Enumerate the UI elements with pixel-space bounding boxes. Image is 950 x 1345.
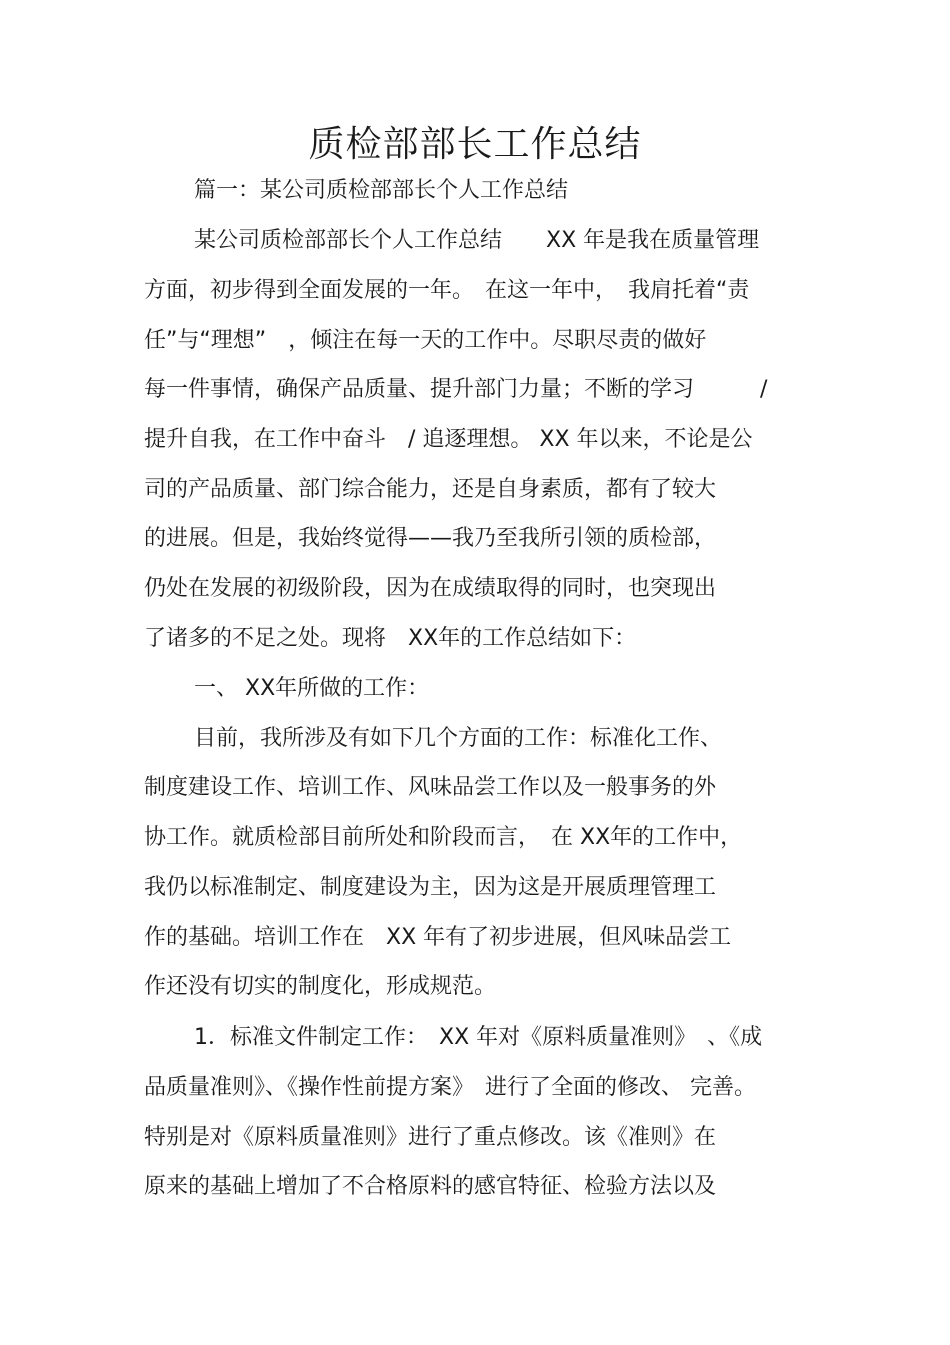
paragraph-line: 协工作。就质检部目前所处和阶段而言， 在 XX年的工作中， — [144, 825, 743, 850]
paragraph-line: 原来的基础上增加了不合格原料的感官特征、检验方法以及 — [144, 1174, 717, 1199]
paragraph-line: 方面，初步得到全面发展的一年。 在这一年中， 我肩托着“责 — [144, 278, 750, 303]
paragraph-line: 某公司质检部部长个人工作总结 XX 年是我在质量管理 — [194, 228, 760, 253]
paragraph-line: 仍处在发展的初级阶段，因为在成绩取得的同时，也突现出 — [144, 576, 717, 601]
section-heading-part-one: 篇一：某公司质检部部长个人工作总结 — [194, 178, 569, 203]
paragraph-line: 任”与“理想” ，倾注在每一天的工作中。尽职尽责的做好 — [144, 328, 707, 353]
paragraph-line: 了诸多的不足之处。现将 XX年的工作总结如下： — [144, 626, 637, 651]
paragraph-line: 目前，我所涉及有如下几个方面的工作：标准化工作、 — [194, 726, 723, 751]
paragraph-line: 作还没有切实的制度化，形成规范。 — [144, 974, 497, 999]
paragraph-line: 作的基础。培训工作在 XX 年有了初步进展，但风味品尝工 — [144, 925, 732, 950]
paragraph-line: 的进展。但是，我始终觉得——我乃至我所引领的质检部， — [144, 526, 717, 551]
paragraph-line: 品质量准则》、《操作性前提方案》 进行了全面的修改、 完善。 — [144, 1075, 756, 1100]
paragraph-line: 提升自我，在工作中奋斗 / 追逐理想。 XX 年以来，不论是公 — [144, 427, 753, 452]
section-heading-one: 一、 XX年所做的工作： — [194, 676, 430, 701]
paragraph-line: 每一件事情，确保产品质量、提升部门力量；不断的学习 / — [144, 377, 768, 402]
paragraph-line: 1．标准文件制定工作： XX 年对《原料质量准则》 、《成 — [194, 1025, 763, 1050]
document-title: 质检部部长工作总结 — [308, 124, 642, 165]
paragraph-line: 司的产品质量、部门综合能力，还是自身素质，都有了较大 — [144, 477, 717, 502]
paragraph-line: 制度建设工作、培训工作、风味品尝工作以及一般事务的外 — [144, 775, 717, 800]
paragraph-line: 特别是对《原料质量准则》进行了重点修改。该《准则》在 — [144, 1125, 717, 1150]
paragraph-line: 我仍以标准制定、制度建设为主，因为这是开展质理管理工 — [144, 875, 717, 900]
